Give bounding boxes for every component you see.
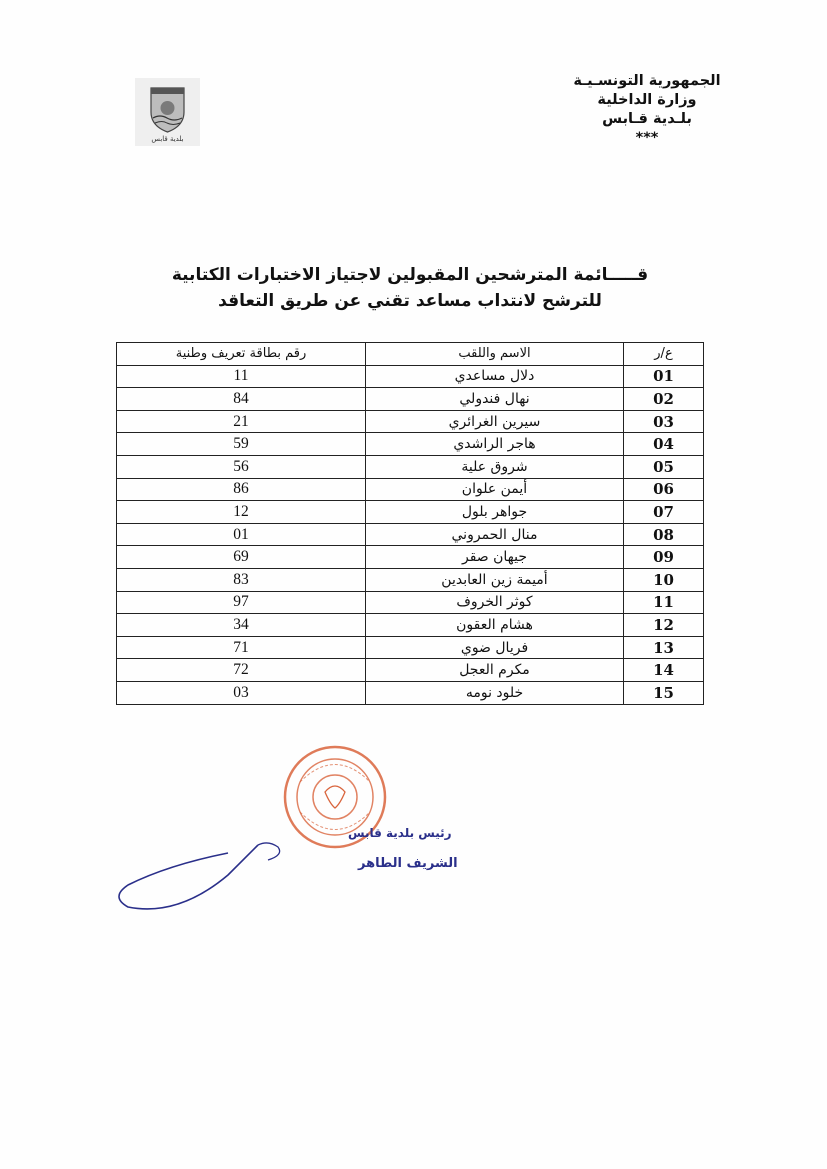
national-id: 12 [117,501,366,524]
header-stars: *** [635,130,659,146]
candidate-name: أيمن علوان [366,478,624,501]
national-id: 71 [117,636,366,659]
row-number: 10 [624,568,704,591]
row-number: 07 [624,501,704,524]
title-line-2: للترشح لانتداب مساعد تقني عن طريق التعاقد [218,291,602,311]
candidate-name: خلود نومه [366,681,624,704]
national-id: 86 [117,478,366,501]
header-id: رقم بطاقة تعريف وطنية [117,343,366,366]
signatory-name: الشريف الطاهر [358,856,458,871]
table-row [117,659,704,682]
candidate-name: كوثر الخروف [366,591,624,614]
title-line-1: قـــــائمة المترشحين المقبولين لاجتياز الاختبارات الكتابية [171,265,649,285]
candidate-name: مكرم العجل [366,659,624,682]
national-id: 59 [117,433,366,456]
national-id: 34 [117,614,366,637]
header-name: الاسم واللقب [366,343,624,366]
national-id: 56 [117,455,366,478]
national-id: 21 [117,410,366,433]
header-municipality: بلـدية قـابس [602,111,692,127]
table-row [117,501,704,524]
ministry-header [567,72,727,148]
signature-block [108,805,458,925]
table-row [117,636,704,659]
row-number: 11 [624,591,704,614]
logo-caption: بلدية قابس [151,135,184,143]
candidate-name: فريال ضوي [366,636,624,659]
national-id: 84 [117,388,366,411]
candidate-name: سيرين الغرائري [366,410,624,433]
table-header-row [117,343,704,366]
row-number: 05 [624,455,704,478]
handwritten-signature [119,845,258,909]
national-id: 69 [117,546,366,569]
row-number: 01 [624,365,704,388]
row-number: 12 [624,614,704,637]
candidate-name: جيهان صقر [366,546,624,569]
table-row [117,523,704,546]
candidate-name: منال الحمروني [366,523,624,546]
candidate-name: شروق علية [366,455,624,478]
header-republic: الجمهورية التونسـيـة [573,73,721,89]
row-number: 13 [624,636,704,659]
national-id: 83 [117,568,366,591]
table-row [117,546,704,569]
table-row [117,455,704,478]
candidates-table [116,342,704,705]
row-number: 09 [624,546,704,569]
table-row [117,591,704,614]
national-id: 72 [117,659,366,682]
row-number: 04 [624,433,704,456]
row-number: 03 [624,410,704,433]
document-title [110,262,710,314]
signatory-title: رئيس بلدية قابس [348,826,452,840]
national-id: 01 [117,523,366,546]
table-row [117,365,704,388]
row-number: 02 [624,388,704,411]
candidate-name: نهال فندولي [366,388,624,411]
national-id: 97 [117,591,366,614]
table-row [117,388,704,411]
header-ministry: وزارة الداخلية [597,92,697,108]
row-number: 06 [624,478,704,501]
row-number: 15 [624,681,704,704]
row-number: 14 [624,659,704,682]
candidate-name: دلال مساعدي [366,365,624,388]
table-row [117,478,704,501]
national-id: 11 [117,365,366,388]
candidate-name: هشام العقون [366,614,624,637]
national-id: 03 [117,681,366,704]
municipality-logo [135,78,200,146]
row-number: 08 [624,523,704,546]
table-row [117,614,704,637]
header-order: ع/ر [624,343,704,366]
table-row [117,410,704,433]
candidate-name: جواهر بلول [366,501,624,524]
table-row [117,433,704,456]
candidate-name: هاجر الراشدي [366,433,624,456]
table-row [117,568,704,591]
table-row [117,681,704,704]
candidate-name: أميمة زين العابدين [366,568,624,591]
